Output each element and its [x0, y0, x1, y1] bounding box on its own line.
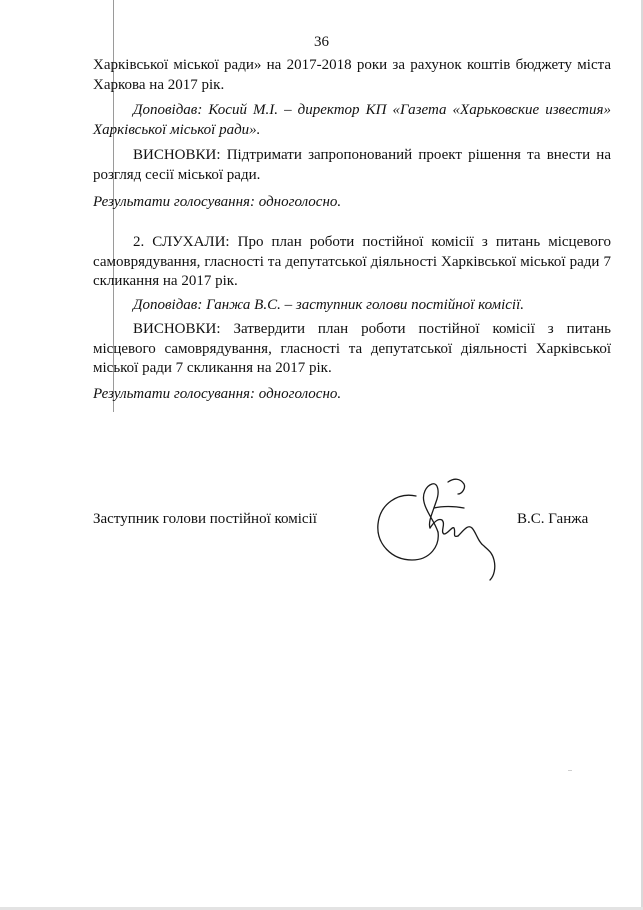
- signatory-name: В.С. Ганжа: [517, 511, 589, 527]
- paragraph-conclusions-1: ВИСНОВКИ: Підтримати запропонований проект рішення та внести на розгляд сесії міської ради.: [93, 147, 611, 183]
- paragraph-heard-item-2: 2. СЛУХАЛИ: Про план роботи постійної комісії з питань місцевого самоврядування, гласності та депутатської діяльності Харківської міської ради 7 скликання на 2017 рік.: [93, 234, 611, 289]
- signatory-title: Заступник голови постійної комісії: [93, 511, 317, 527]
- scan-artifact: [568, 770, 572, 771]
- paragraph-reporter-kosyi: Доповідав: Косий М.І. – директор КП «Газета «Харьковские известия» Харківської міської ради».: [93, 102, 611, 138]
- page-number: 36: [314, 34, 329, 50]
- paragraph-voting-result-2: Результати голосування: одноголосно.: [93, 386, 342, 402]
- paragraph-conclusions-2: ВИСНОВКИ: Затвердити план роботи постійної комісії з питань місцевого самоврядування, гласності та депутатської діяльності Харківської міської ради 7 скликання на 2017 рік.: [93, 321, 611, 376]
- paragraph-funding-continuation: Харківської міської ради» на 2017-2018 роки за рахунок коштів бюджету міста Харкова на 2017 рік.: [93, 57, 611, 93]
- handwritten-signature: [368, 472, 508, 582]
- paragraph-reporter-hanzha: Доповідав: Ганжа В.С. – заступник голови постійної комісії.: [133, 297, 525, 313]
- paragraph-voting-result-1: Результати голосування: одноголосно.: [93, 194, 342, 210]
